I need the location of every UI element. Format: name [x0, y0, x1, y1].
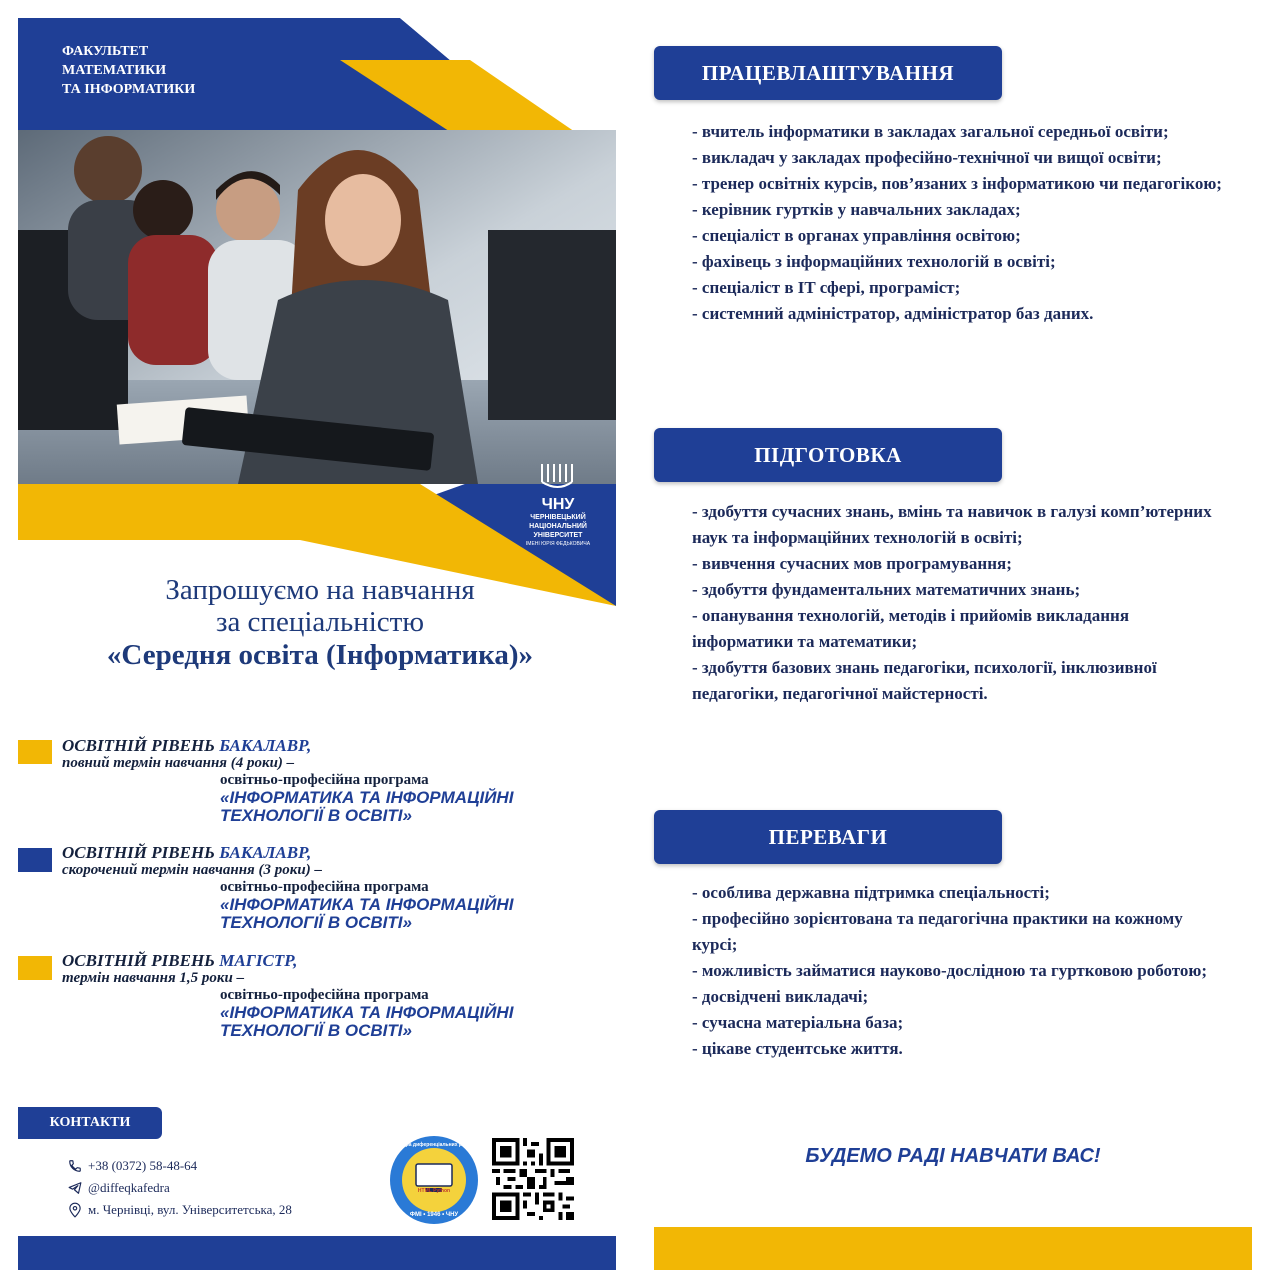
- employment-list: [692, 119, 1232, 327]
- program-term: термін навчання 1,5 роки –: [62, 970, 245, 986]
- program-term: скорочений термін навчання (3 роки) –: [62, 862, 322, 878]
- contact-address[interactable]: [68, 1202, 292, 1218]
- faculty-title: [62, 42, 282, 99]
- invite-line-2: за спеціальністю: [215, 606, 425, 638]
- list-item: - керівник гуртків у навчальних закладах;: [692, 200, 1021, 219]
- badge-html: HTML Python: [417, 1188, 451, 1194]
- list-item: - системний адміністратор, адміністратор баз даних.: [692, 304, 1094, 323]
- list-item: - вчитель інформатики в закладах загальної середньої освіти;: [692, 122, 1169, 141]
- level-prefix: ОСВІТНІЙ РІВЕНЬ: [62, 951, 220, 970]
- contacts-label: КОНТАКТИ: [18, 1107, 162, 1139]
- program-name-line-2: ТЕХНОЛОГІЇ В ОСВІТІ»: [220, 1021, 412, 1040]
- program-name-line-1: «ІНФОРМАТИКА ТА ІНФОРМАЦІЙНІ: [220, 1003, 514, 1022]
- invite-heading: [40, 574, 600, 672]
- level-name: БАКАЛАВР,: [219, 736, 312, 755]
- program-name-line-1: «ІНФОРМАТИКА ТА ІНФОРМАЦІЙНІ: [220, 788, 514, 807]
- program-marker-1: [18, 740, 52, 764]
- list-item: - фахівець з інформаційних технологій в освіті;: [692, 252, 1056, 271]
- logo-line-1: ЧЕРНІВЕЦЬКИЙ: [530, 514, 586, 521]
- level-name: БАКАЛАВР,: [219, 843, 312, 862]
- list-item: - сучасна матеріальна база;: [692, 1013, 904, 1032]
- program-block-3: [62, 951, 622, 1040]
- list-item: - тренер освітніх курсів, пов’язаних з інформатикою чи педагогікою;: [692, 174, 1222, 193]
- program-marker-2: [18, 848, 52, 872]
- list-item: - здобуття фундаментальних математичних знань;: [692, 580, 1081, 599]
- list-item: - здобуття сучасних знань, вмінь та навичок в галузі комп’ютерних наук та інформаційних технологій в освіті;: [692, 502, 1212, 547]
- program-label: освітньо-професійна програма: [220, 987, 429, 1003]
- program-level: [62, 843, 622, 862]
- program-term: повний термін навчання (4 роки) –: [62, 755, 295, 771]
- program-block-2: [62, 843, 622, 932]
- logo-abbr: ЧНУ: [541, 496, 575, 513]
- logo-line-2: НАЦІОНАЛЬНИЙ: [529, 523, 587, 530]
- faculty-line-3: ТА ІНФОРМАТИКИ: [62, 82, 196, 97]
- program-marker-3: [18, 956, 52, 980]
- telegram-icon: [68, 1181, 82, 1195]
- qr-code-icon: [492, 1138, 574, 1220]
- specialty-name: «Середня освіта (Інформатика)»: [106, 639, 534, 671]
- telegram-handle: @diffeqkafedra: [88, 1180, 170, 1195]
- list-item: - цікаве студентське життя.: [692, 1039, 903, 1058]
- list-item: - особлива державна підтримка спеціальності;: [692, 883, 1050, 902]
- program-name-line-2: ТЕХНОЛОГІЇ В ОСВІТІ»: [220, 913, 412, 932]
- contact-telegram[interactable]: [68, 1180, 170, 1196]
- program-label: освітньо-професійна програма: [220, 772, 429, 788]
- location-pin-icon: [68, 1202, 82, 1218]
- level-prefix: ОСВІТНІЙ РІВЕНЬ: [62, 843, 220, 862]
- training-list: [692, 499, 1232, 707]
- footer-bar-left: [18, 1236, 616, 1270]
- list-item: - спеціаліст в органах управління освітою;: [692, 226, 1021, 245]
- invite-line-1: Запрошуємо на навчання: [165, 574, 475, 606]
- list-item: - викладач у закладах професійно-технічної чи вищої освіти;: [692, 148, 1162, 167]
- qr-code[interactable]: [492, 1138, 574, 1220]
- program-level: [62, 736, 622, 755]
- closing-slogan: БУДЕМО РАДІ НАВЧАТИ ВАС!: [805, 1145, 1101, 1167]
- employment-heading: ПРАЦЕВЛАШТУВАННЯ: [654, 46, 1002, 100]
- faculty-line-1: ФАКУЛЬТЕТ: [62, 44, 149, 59]
- list-item: - вивчення сучасних мов програмування;: [692, 554, 1012, 573]
- list-item: - спеціаліст в IT сфері, програміст;: [692, 278, 961, 297]
- list-item: - опанування технологій, методів і прийомів викладання інформатики та математики;: [692, 606, 1130, 651]
- logo-line-4: ІМЕНІ ЮРІЯ ФЕДЬКОВИЧА: [525, 541, 591, 547]
- address-text: м. Чернівці, вул. Університетська, 28: [88, 1202, 292, 1217]
- advantages-heading: ПЕРЕВАГИ: [654, 810, 1002, 864]
- list-item: - професійно зорієнтована та педагогічна практики на кожному курсі;: [692, 909, 1183, 954]
- badge-ring-top: Кафедра диференціальних рівнянь: [389, 1142, 479, 1148]
- students-photo: [18, 130, 616, 484]
- list-item: - можливість займатися науково-дослідною та гуртковою роботою;: [692, 961, 1208, 980]
- university-logo: [520, 462, 596, 548]
- list-item: - здобуття базових знань педагогіки, психології, інклюзивної педагогіки, педагогічної майстерності.: [692, 658, 1157, 703]
- program-level: [62, 951, 622, 970]
- level-prefix: ОСВІТНІЙ РІВЕНЬ: [62, 736, 220, 755]
- phone-icon: [68, 1159, 82, 1173]
- program-label: освітньо-професійна програма: [220, 879, 429, 895]
- contact-phone[interactable]: [68, 1158, 197, 1174]
- university-emblem-icon: [538, 462, 578, 492]
- badge-ring-bottom: ФМІ • 1946 • ЧНУ: [409, 1212, 459, 1218]
- footer-bar-right: [654, 1227, 1252, 1270]
- faculty-line-2: МАТЕМАТИКИ: [62, 63, 167, 78]
- list-item: - досвідчені викладачі;: [692, 987, 869, 1006]
- advantages-list: [692, 880, 1232, 1062]
- program-block-1: [62, 736, 622, 825]
- level-name: МАГІСТР,: [219, 951, 298, 970]
- phone-number: +38 (0372) 58-48-64: [88, 1158, 198, 1173]
- program-name-line-2: ТЕХНОЛОГІЇ В ОСВІТІ»: [220, 806, 412, 825]
- logo-line-3: УНІВЕРСИТЕТ: [533, 532, 583, 539]
- department-badge: [388, 1134, 480, 1226]
- program-name-line-1: «ІНФОРМАТИКА ТА ІНФОРМАЦІЙНІ: [220, 895, 514, 914]
- training-heading: ПІДГОТОВКА: [654, 428, 1002, 482]
